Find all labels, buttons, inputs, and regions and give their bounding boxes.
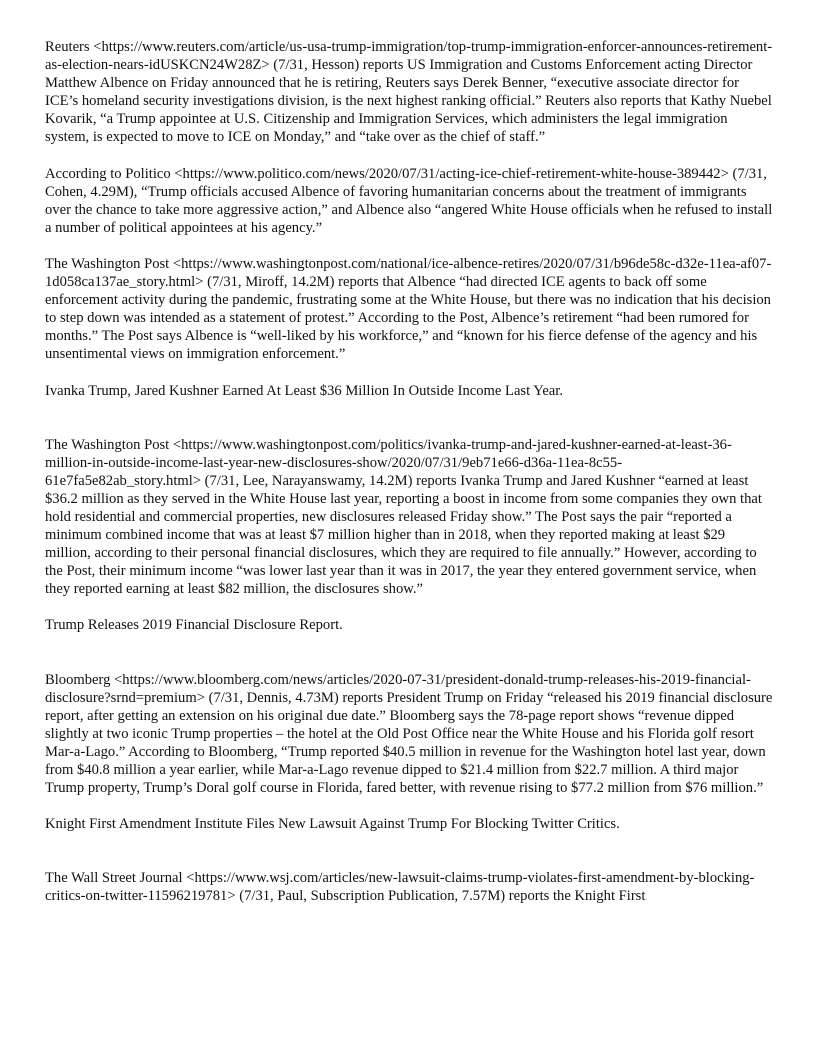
headline-ivanka-kushner-income: Ivanka Trump, Jared Kushner Earned At Least $36 Million In Outside Income Last Year. [45, 382, 563, 399]
article-paragraph-reuters: Reuters <https://www.reuters.com/article/us-usa-trump-immigration/top-trump-immigration-enforcer-announces-retirement-as-election-nears-idUSKCN24W28Z> (7/31, Hesson) reports US Immigration and Customs Enforcement acting Director Matthew Albence on Friday announced that he is retiring, Reuters says Derek Benner, “executive associate director for ICE’s homeland security investigations division, is the next highest ranking official.” Reuters also reports that Kathy Nuebel Kovarik, “a Trump appointee at U.S. Citizenship and Immigration Services, which administers the legal immigration system, is expected to move to ICE on Monday,” and “take over as the chief of staff.” [45, 39, 773, 146]
article-paragraph-washington-post-income: The Washington Post <https://www.washingtonpost.com/politics/ivanka-trump-and-jared-kushner-earned-at-least-36-million-in-outside-income-last-year-new-disclosures-show/2020/07/31/9eb71e66-d36a-11ea-8c55-61e7fa5e82ab_story.html> (7/31, Lee, Narayanswamy, 14.2M) reports Ivanka Trump and Jared Kushner “earned at least $36.2 million as they served in the White House last year, reporting a boost in income from some companies they own that hold residential and commercial properties, new disclosures released Friday show.” The Post says the pair “reported a minimum combined income that was at least $7 million higher than in 2018, when they reported making at least $29 million, according to their personal financial disclosures, which they are required to file annually.” However, according to the Post, their minimum income “was lower last year than it was in 2017, the year they entered government service, when they reported earning at least $82 million, the disclosures show.” [45, 436, 762, 598]
article-paragraph-politico: According to Politico <https://www.politico.com/news/2020/07/31/acting-ice-chief-retirement-white-house-389442> (7/31, Cohen, 4.29M), “Trump officials accused Albence of favoring humanitarian concerns about the treatment of immigrants over the chance to take more aggressive action,” and Albence also “angered White House officials when he refused to install a number of political appointees at his agency.” [45, 165, 773, 236]
article-paragraph-wall-street-journal: The Wall Street Journal <https://www.wsj.com/articles/new-lawsuit-claims-trump-violates-first-amendment-by-blocking-critics-on-twitter-11596219781> (7/31, Paul, Subscription Publication, 7.57M) reports the Knight First [45, 870, 755, 905]
document-page [45, 38, 773, 923]
headline-knight-institute-lawsuit: Knight First Amendment Institute Files New Lawsuit Against Trump For Blocking Twitter Critics. [45, 816, 620, 833]
article-paragraph-bloomberg: Bloomberg <https://www.bloomberg.com/news/articles/2020-07-31/president-donald-trump-releases-his-2019-financial-disclosure?srnd=premium> (7/31, Dennis, 4.73M) reports President Trump on Friday “released his 2019 financial disclosure report, after getting an extension on his original due date.” Bloomberg says the 78-page report shows “revenue dipped slightly at two iconic Trump properties – the hotel at the Old Post Office near the White House and his Florida golf resort Mar-a-Lago.” According to Bloomberg, “Trump reported $40.5 million in revenue for the Washington hotel last year, down from $40.8 million a year earlier, while Mar-a-Lago revenue dipped to $21.4 million from $22.7 million. A third major Trump property, Trump’s Doral golf course in Florida, fared better, with revenue rising to $77.2 million from $76 million.” [45, 671, 773, 797]
article-paragraph-washington-post: The Washington Post <https://www.washingtonpost.com/national/ice-albence-retires/2020/07/31/b96de58c-d32e-11ea-af07-1d058ca137ae_story.html> (7/31, Miroff, 14.2M) reports that Albence “had directed ICE agents to back off some enforcement activity during the pandemic, frustrating some at the White House, but there was no indication that his decision to step down was intended as a statement of protest.” According to the Post, Albence’s retirement “had been rumored for months.” The Post says Albence is “well-liked by his workforce,” and “known for his fierce defense of the agency and his unsentimental views on immigration enforcement.” [45, 255, 772, 363]
headline-trump-financial-disclosure: Trump Releases 2019 Financial Disclosure Report. [45, 617, 343, 634]
